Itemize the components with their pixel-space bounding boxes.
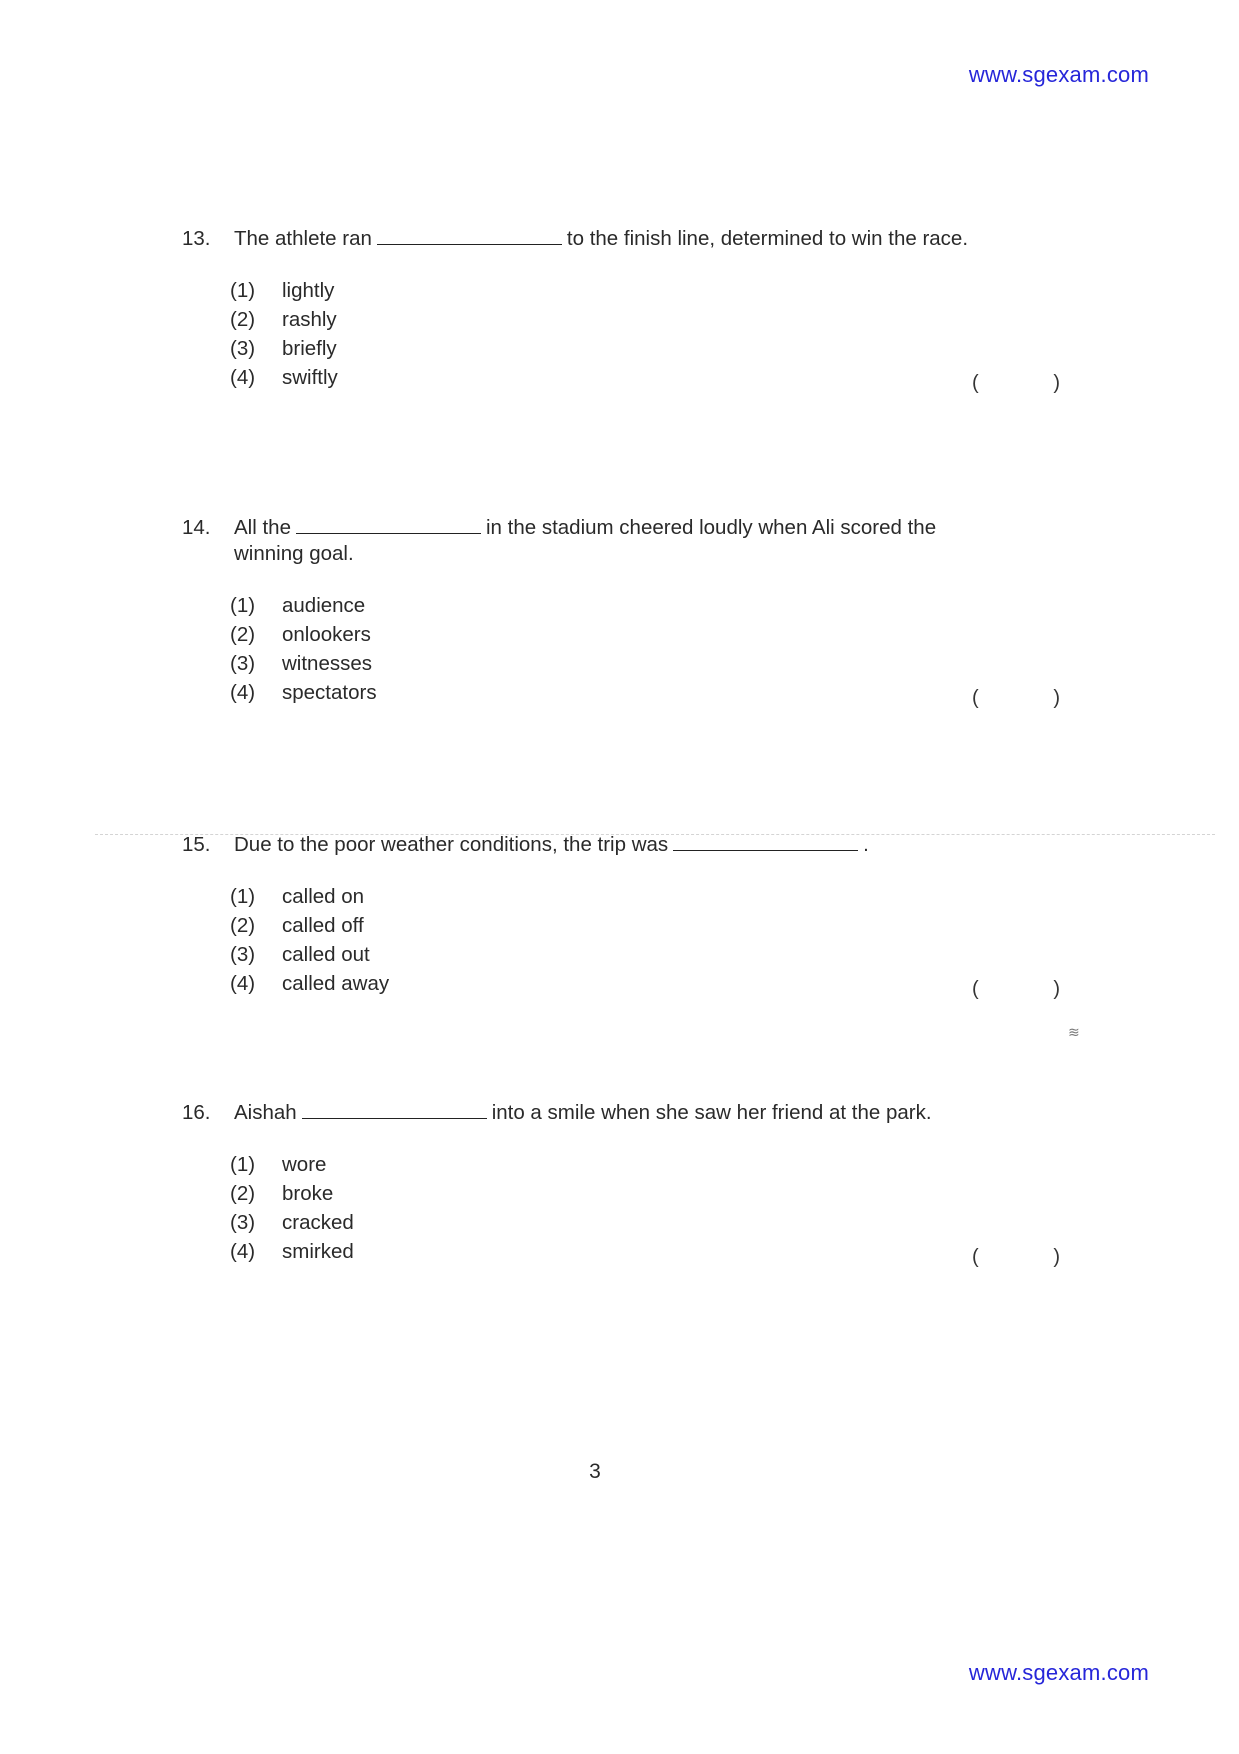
question-number: 14. <box>182 516 211 539</box>
option-number: (1) <box>230 279 256 302</box>
question-stem <box>182 515 1022 567</box>
option-number: (2) <box>230 1182 256 1205</box>
answer-bracket[interactable] <box>972 1244 1060 1270</box>
header-site-link[interactable]: www.sgexam.com <box>968 62 1149 87</box>
page-number: 3 <box>589 1460 601 1483</box>
option-2 <box>230 1179 1022 1208</box>
option-1 <box>230 276 1022 305</box>
question-number: 13. <box>182 227 211 250</box>
option-text: audience <box>282 594 366 617</box>
options-list <box>230 591 1060 709</box>
option-number: (4) <box>230 681 256 704</box>
question-text <box>234 832 1022 858</box>
question-15 <box>182 832 1060 1000</box>
option-1 <box>230 882 1022 911</box>
option-2 <box>230 620 1022 649</box>
bracket-open: ( <box>972 372 979 394</box>
option-text: wore <box>282 1153 327 1176</box>
question-number: 15. <box>182 833 211 856</box>
question-text-after-blank: into a smile when she saw her friend at the park. <box>491 1101 932 1124</box>
option-number: (3) <box>230 943 256 966</box>
answer-bracket[interactable] <box>972 370 1060 396</box>
answer-bracket[interactable] <box>972 976 1060 1002</box>
answer-bracket[interactable] <box>972 685 1060 711</box>
option-2 <box>230 911 1022 940</box>
answer-blank <box>673 834 858 851</box>
option-text: rashly <box>282 308 337 331</box>
option-text: onlookers <box>282 623 371 646</box>
bracket-close: ) <box>1053 372 1060 394</box>
option-number: (1) <box>230 885 256 908</box>
option-number: (2) <box>230 914 256 937</box>
option-3 <box>230 334 1022 363</box>
option-number: (4) <box>230 366 256 389</box>
option-4 <box>230 363 1022 392</box>
question-14 <box>182 515 1060 709</box>
option-2 <box>230 305 1022 334</box>
question-number: 16. <box>182 1101 211 1124</box>
option-text: smirked <box>282 1240 354 1263</box>
question-text-after-blank: . <box>863 833 869 856</box>
question-13 <box>182 226 1060 394</box>
option-3 <box>230 940 1022 969</box>
bracket-open: ( <box>972 978 979 1000</box>
option-number: (2) <box>230 308 256 331</box>
question-stem <box>182 832 1022 858</box>
answer-blank <box>296 517 481 534</box>
option-number: (3) <box>230 652 256 675</box>
option-number: (3) <box>230 1211 256 1234</box>
question-stem <box>182 226 1022 252</box>
option-text: swiftly <box>282 366 338 389</box>
question-text-before-blank: The athlete ran <box>234 227 372 250</box>
option-text: broke <box>282 1182 334 1205</box>
option-text: lightly <box>282 279 335 302</box>
option-text: spectators <box>282 681 377 704</box>
option-number: (4) <box>230 972 256 995</box>
question-text <box>234 515 994 567</box>
question-text <box>234 226 1022 252</box>
question-text <box>234 1100 1022 1126</box>
option-text: called on <box>282 885 365 908</box>
question-text-before-blank: Due to the poor weather conditions, the trip was <box>234 833 669 856</box>
bracket-close: ) <box>1053 978 1060 1000</box>
question-text-after-blank: in the stadium cheered loudly when Ali scored the winning goal. <box>234 516 937 565</box>
option-text: cracked <box>282 1211 354 1234</box>
option-4 <box>230 969 1022 998</box>
scan-smudge: ≋ <box>1068 1024 1080 1040</box>
option-number: (2) <box>230 623 256 646</box>
answer-blank <box>377 228 562 245</box>
option-3 <box>230 649 1022 678</box>
bracket-close: ) <box>1053 687 1060 709</box>
option-3 <box>230 1208 1022 1237</box>
option-1 <box>230 1150 1022 1179</box>
option-number: (4) <box>230 1240 256 1263</box>
bracket-open: ( <box>972 1246 979 1268</box>
options-list <box>230 882 1060 1000</box>
option-1 <box>230 591 1022 620</box>
question-16 <box>182 1100 1060 1268</box>
answer-blank <box>302 1102 487 1119</box>
option-4 <box>230 1237 1022 1266</box>
option-text: briefly <box>282 337 337 360</box>
option-text: called out <box>282 943 370 966</box>
option-number: (3) <box>230 337 256 360</box>
option-number: (1) <box>230 594 256 617</box>
option-4 <box>230 678 1022 707</box>
options-list <box>230 1150 1060 1268</box>
option-text: called off <box>282 914 364 937</box>
option-text: called away <box>282 972 390 995</box>
question-stem <box>182 1100 1022 1126</box>
question-text-after-blank: to the finish line, determined to win the race. <box>566 227 969 250</box>
bracket-close: ) <box>1053 1246 1060 1268</box>
question-text-before-blank: All the <box>234 516 291 539</box>
option-number: (1) <box>230 1153 256 1176</box>
option-text: witnesses <box>282 652 373 675</box>
options-list <box>230 276 1060 394</box>
question-text-before-blank: Aishah <box>234 1101 297 1124</box>
footer-site-link[interactable]: www.sgexam.com <box>968 1660 1149 1685</box>
bracket-open: ( <box>972 687 979 709</box>
